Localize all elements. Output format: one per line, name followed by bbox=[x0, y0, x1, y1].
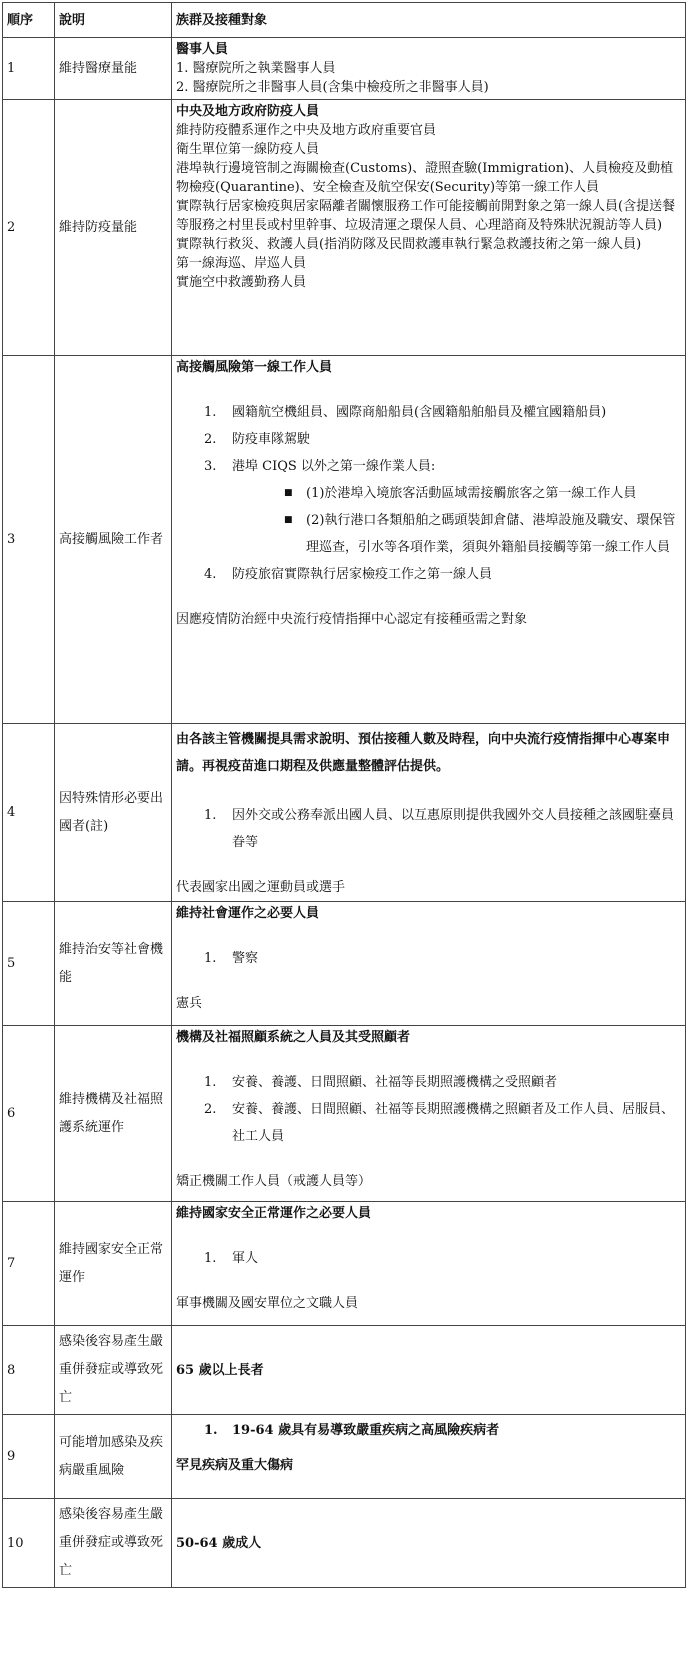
row-number: 7 bbox=[3, 1202, 55, 1326]
row-description: 維持防疫量能 bbox=[55, 100, 172, 356]
square-bullet-icon: ■ bbox=[284, 488, 293, 498]
list-number: 1. bbox=[204, 951, 217, 966]
table-row bbox=[3, 1415, 686, 1499]
group-footer: 憲兵 bbox=[176, 996, 203, 1011]
group-title: 中央及地方政府防疫人員 bbox=[176, 104, 320, 119]
row-target bbox=[172, 100, 686, 356]
group-title: 維持社會運作之必要人員 bbox=[176, 906, 320, 921]
row-description: 維持治安等社會機能 bbox=[55, 902, 172, 1026]
list-text: 警察 bbox=[232, 951, 259, 966]
table-row bbox=[3, 1202, 686, 1326]
list-text: 港埠 CIQS 以外之第一線作業人員: bbox=[232, 459, 436, 474]
group-footer: 因應疫情防治經中央流行疫情指揮中心認定有接種亟需之對象 bbox=[176, 612, 528, 627]
row-target bbox=[172, 1026, 686, 1202]
list-item bbox=[176, 945, 681, 972]
list-number: 1. bbox=[204, 1423, 218, 1438]
row-target bbox=[172, 724, 686, 902]
sub-list-text: (2)執行港口各類船舶之碼頭裝卸倉儲、港埠設施及職安、環保管理巡查，引水等各項作業，須與外籍船員接觸等第一線工作人員 bbox=[306, 513, 676, 555]
row-target: 50-64 歲成人 bbox=[172, 1499, 686, 1588]
vaccination-priority-table bbox=[2, 2, 686, 1588]
row-description: 因特殊情形必要出國者(註) bbox=[55, 724, 172, 902]
list-item bbox=[176, 399, 681, 426]
table-row bbox=[3, 1326, 686, 1415]
list-text: 防疫車隊駕駛 bbox=[232, 432, 311, 447]
list-item bbox=[176, 1417, 681, 1444]
row-number: 5 bbox=[3, 902, 55, 1026]
list-number: 1. bbox=[204, 808, 217, 823]
table-row bbox=[3, 356, 686, 724]
sub-list-text: (1)於港埠入境旅客活動區域需接觸旅客之第一線工作人員 bbox=[306, 486, 637, 501]
list-number: 1. bbox=[204, 1075, 217, 1090]
list-number: 2. bbox=[204, 1102, 217, 1117]
row-description: 感染後容易產生嚴重併發症或導致死亡 bbox=[55, 1326, 172, 1415]
list-item: 維持防疫體系運作之中央及地方政府重要官員 bbox=[176, 123, 437, 138]
list-item: 實施空中救護勤務人員 bbox=[176, 275, 307, 290]
row-number: 8 bbox=[3, 1326, 55, 1415]
list-item: 2. 醫療院所之非醫事人員(含集中檢疫所之非醫事人員) bbox=[176, 80, 489, 95]
list-text: 19-64 歲具有易導致嚴重疾病之高風險疾病者 bbox=[232, 1423, 500, 1438]
list-item: 1. 醫療院所之執業醫事人員 bbox=[176, 61, 336, 76]
list-text: 因外交或公務奉派出國人員、以互惠原則提供我國外交人員接種之該國駐臺員眷等 bbox=[232, 808, 675, 850]
list-text: 安養、養護、日間照顧、社福等長期照護機構之受照顧者 bbox=[232, 1075, 558, 1090]
list-number: 4. bbox=[204, 567, 217, 582]
row-number: 4 bbox=[3, 724, 55, 902]
table-row bbox=[3, 1026, 686, 1202]
list-item bbox=[176, 1096, 681, 1150]
list-item bbox=[176, 802, 681, 856]
group-title: 醫事人員 bbox=[176, 42, 229, 57]
row-description: 維持機構及社福照護系統運作 bbox=[55, 1026, 172, 1202]
row-description: 高接觸風險工作者 bbox=[55, 356, 172, 724]
table-header-row bbox=[3, 3, 686, 38]
group-footer: 代表國家出國之運動員或選手 bbox=[176, 880, 346, 895]
square-bullet-icon: ■ bbox=[284, 515, 293, 525]
row-target bbox=[172, 1202, 686, 1326]
row-number: 9 bbox=[3, 1415, 55, 1499]
list-item bbox=[176, 453, 681, 480]
table-row bbox=[3, 724, 686, 902]
group-title: 由各該主管機關提具需求說明、預估接種人數及時程，向中央流行疫情指揮中心專案申請。再視疫苗進口期程及供應量整體評估提供。 bbox=[176, 732, 671, 774]
list-number: 1. bbox=[204, 405, 217, 420]
table-row bbox=[3, 902, 686, 1026]
row-target bbox=[172, 38, 686, 100]
row-target bbox=[172, 356, 686, 724]
list-item bbox=[176, 1245, 681, 1272]
group-footer: 軍事機關及國安單位之文職人員 bbox=[176, 1296, 359, 1311]
row-description: 維持醫療量能 bbox=[55, 38, 172, 100]
group-footer: 罕見疾病及重大傷病 bbox=[176, 1458, 294, 1473]
list-item: 第一線海巡、岸巡人員 bbox=[176, 256, 307, 271]
group-title: 機構及社福照顧系統之人員及其受照顧者 bbox=[176, 1030, 411, 1045]
header-description: 說明 bbox=[55, 3, 172, 38]
sub-list-item bbox=[176, 507, 681, 561]
row-target: 65 歲以上長者 bbox=[172, 1326, 686, 1415]
list-text: 安養、養護、日間照顧、社福等長期照護機構之照顧者及工作人員、居服員、社工人員 bbox=[232, 1102, 675, 1144]
row-target bbox=[172, 902, 686, 1026]
header-order: 順序 bbox=[3, 3, 55, 38]
row-number: 1 bbox=[3, 38, 55, 100]
row-target bbox=[172, 1415, 686, 1499]
row-number: 6 bbox=[3, 1026, 55, 1202]
row-description: 維持國家安全正常運作 bbox=[55, 1202, 172, 1326]
header-target-group: 族群及接種對象 bbox=[172, 3, 686, 38]
list-number: 2. bbox=[204, 432, 217, 447]
sub-list-item bbox=[176, 480, 681, 507]
row-description: 可能增加感染及疾病嚴重風險 bbox=[55, 1415, 172, 1499]
list-item bbox=[176, 561, 681, 588]
list-item: 實際執行居家檢疫與居家隔離者關懷服務工作可能接觸前開對象之第一線人員(含提送餐等服務之村里長或村里幹事、垃圾清運之環保人員、心理諮商及特殊狀況親訪等人員) bbox=[176, 199, 676, 233]
list-number: 1. bbox=[204, 1251, 217, 1266]
group-title: 高接觸風險第一線工作人員 bbox=[176, 360, 333, 375]
table-row bbox=[3, 38, 686, 100]
group-title: 維持國家安全正常運作之必要人員 bbox=[176, 1206, 372, 1221]
table-row bbox=[3, 100, 686, 356]
list-number: 3. bbox=[204, 459, 217, 474]
row-number: 3 bbox=[3, 356, 55, 724]
list-text: 防疫旅宿實際執行居家檢疫工作之第一線人員 bbox=[232, 567, 493, 582]
list-item bbox=[176, 426, 681, 453]
list-text: 軍人 bbox=[232, 1251, 259, 1266]
row-number: 2 bbox=[3, 100, 55, 356]
table-row bbox=[3, 1499, 686, 1588]
list-text: 國籍航空機組員、國際商船船員(含國籍船舶船員及權宜國籍船員) bbox=[232, 405, 607, 420]
list-item bbox=[176, 1069, 681, 1096]
row-number: 10 bbox=[3, 1499, 55, 1588]
group-footer: 矯正機關工作人員（戒護人員等） bbox=[176, 1174, 372, 1189]
row-description: 感染後容易產生嚴重併發症或導致死亡 bbox=[55, 1499, 172, 1588]
list-item: 衛生單位第一線防疫人員 bbox=[176, 142, 320, 157]
list-item: 港埠執行邊境管制之海關檢查(Customs)、證照查驗(Immigration)、人員檢疫及動植物檢疫(Quarantine)、安全檢查及航空保安(Security)等第一線工作人員 bbox=[176, 161, 674, 195]
list-item: 實際執行救災、救護人員(指消防隊及民間救護車執行緊急救護技術之第一線人員) bbox=[176, 237, 642, 252]
